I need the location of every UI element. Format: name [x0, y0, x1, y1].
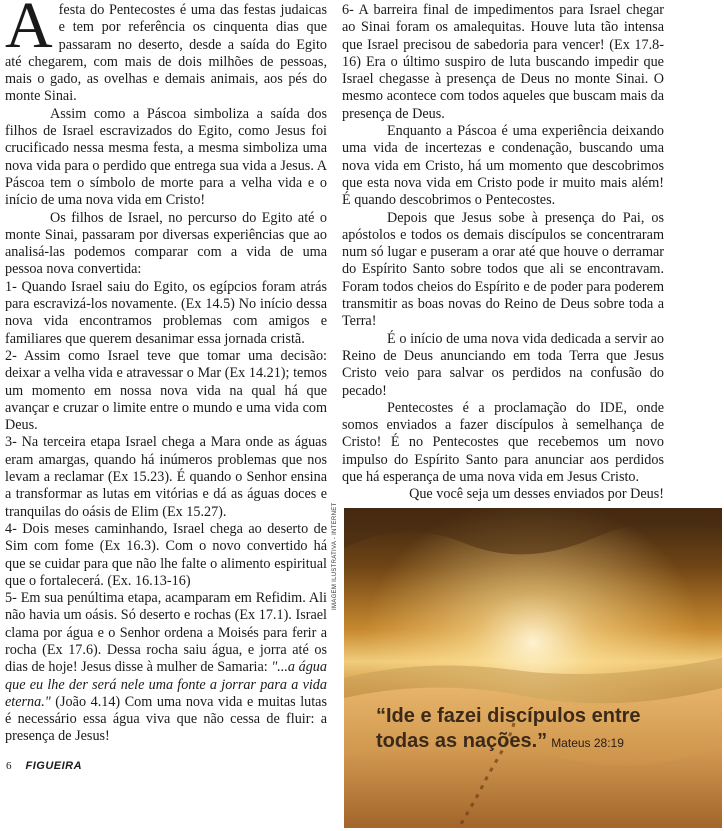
quote-line-2: todas as nações.”	[376, 730, 548, 752]
bible-quote	[376, 704, 716, 756]
drop-cap: A	[5, 0, 53, 62]
point-2: 2- Assim como Israel teve que tomar uma decisão: deixar a velha vida e atravessar o Mar (Ex 14.21); temos um momento em nossa nova vida na qual há que avançar e cruzar o limite entre o mundo e uma vida com Deus.	[5, 347, 327, 434]
intro-text: festa do Pentecostes é uma das festas judaicas e tem por referência os cinquenta dias que passaram no deserto, desde a saída do Egito até chegarem, com mais de dois milhões de pessoas, mais o gado, as ovelhas e demais animais, aos pés do monte Sinai.	[5, 2, 327, 105]
paragraph-israel-journey: Os filhos de Israel, no percurso do Egito até o monte Sinai, passaram por diversas experiências que ao analisá-las podemos comparar com a vida de uma pessoa nova convertida:	[5, 209, 327, 278]
paragraph-ide: Pentecostes é a proclamação do IDE, onde somos enviados a fazer discípulos à semelhança de Cristo! É no Pentecostes que recebemos um novo impulso do Espírito Santo para anunciar aos perdidos que há esperança de uma nova vida em Jesus Cristo.	[342, 399, 664, 486]
desert-illustration	[344, 508, 722, 828]
quote-line-2-row	[376, 729, 716, 756]
closing-line: Que você seja um desses enviados por Deus!	[409, 486, 664, 503]
point-4: 4- Dois meses caminhando, Israel chega ao deserto de Sim com fome (Ex 16.3). Com o novo convertido há que se cuidar para que não lhe falte o alimento espiritual que o fortalecerá. (Ex. 16.13-16)	[5, 520, 327, 589]
article-right-column	[342, 2, 664, 504]
desert-photo	[344, 508, 722, 828]
point-1: 1- Quando Israel saiu do Egito, os egípcios foram atrás para escravizá-los novamente. (Ex 14.5) No início dessa nova vida encontramos problemas com amigos e familiares que querem desanimar essa jornada cristã.	[5, 278, 327, 347]
paragraph-pascoa-pentecostes: Enquanto a Páscoa é uma experiência deixando uma vida de incertezas e condenação, buscando uma nova vida em Cristo, há um momento que descobrimos que esta nova vida em Cristo pode ir muito mais além! É quando descobrimos o Pentecostes.	[342, 123, 664, 209]
point-6: 6- A barreira final de impedimentos para Israel chegar ao Sinai foram os amalequitas. Houve luta tão intensa que Israel precisou de sabedoria para vencer! (Ex 17.8-16) Era o último suspiro de luta buscando impedir que Israel chegasse à presença de Deus no monte Sinai. O mesmo acontece com todos aqueles que buscam mais da presença de Deus.	[342, 2, 664, 122]
page-footer	[6, 760, 82, 772]
point-5-text-a: 5- Em sua penúltima etapa, acamparam em Refidim. Ali não havia um oásis. Só deserto e rochas (Ex 17.1). Israel clama por água e o Senhor ordena a Moisés para ferir a rocha (Ex 17.6). Dessa rocha saiu água, e jorra até os dias de hoje! Jesus disse à mulher de Samaria:	[5, 590, 327, 676]
publication-logo: FIGUEIRA	[25, 760, 83, 772]
page-number: 6	[6, 760, 12, 772]
point-5	[5, 590, 327, 746]
point-5-text-b: (João 4.14) Com uma nova vida e muitas lutas é necessário essa água viva que não cessa de fluir: a presença de Jesus!	[5, 693, 327, 745]
paragraph-new-life: É o início de uma nova vida dedicada a servir ao Reino de Deus anunciando em toda Terra que Jesus Cristo veio para salvar os perdidos na confusão do pecado!	[342, 330, 664, 399]
paragraph-apostles: Depois que Jesus sobe à presença do Pai, os apóstolos e todos os demais discípulos se concentraram num só lugar e puseram a orar até que houve o derramar do Espírito Santo sobre todos que ali se encontravam. Foram todos cheios do Espírito e de poder para poderem transmitir as boas novas do Reino de Deus sobre toda a Terra!	[342, 209, 664, 330]
paragraph-pascoa: Assim como a Páscoa simboliza a saída dos filhos de Israel escravizados do Egito, como Jesus foi crucificado nessa mesma festa, a mesma simboliza uma nova vida para o perdido que entrega sua vida a Jesus. A Páscoa tem o símbolo de morte para a velha vida e o início de uma nova vida em Cristo!	[5, 105, 327, 209]
article-left-column	[5, 2, 327, 746]
quote-reference: Mateus 28:19	[551, 736, 624, 750]
intro-paragraph	[5, 2, 327, 106]
quote-line-1: “Ide e fazei discípulos entre	[376, 705, 641, 727]
point-3: 3- Na terceira etapa Israel chega a Mara onde as águas eram amargas, quando há inúmeros problemas que nos levam a reclamar (Ex 15.23). É quando o Senhor ensina a transformar as lutas em vitórias e dá as águas doces e tranquilas do oásis de Elim (Ex 15.27).	[5, 434, 327, 520]
point-5-quote: "...a água que eu lhe der será nele uma fonte a jorrar para a vida eterna."	[5, 659, 327, 710]
image-credit: IMAGEM ILUSTRATIVA - INTERNET	[332, 502, 338, 610]
